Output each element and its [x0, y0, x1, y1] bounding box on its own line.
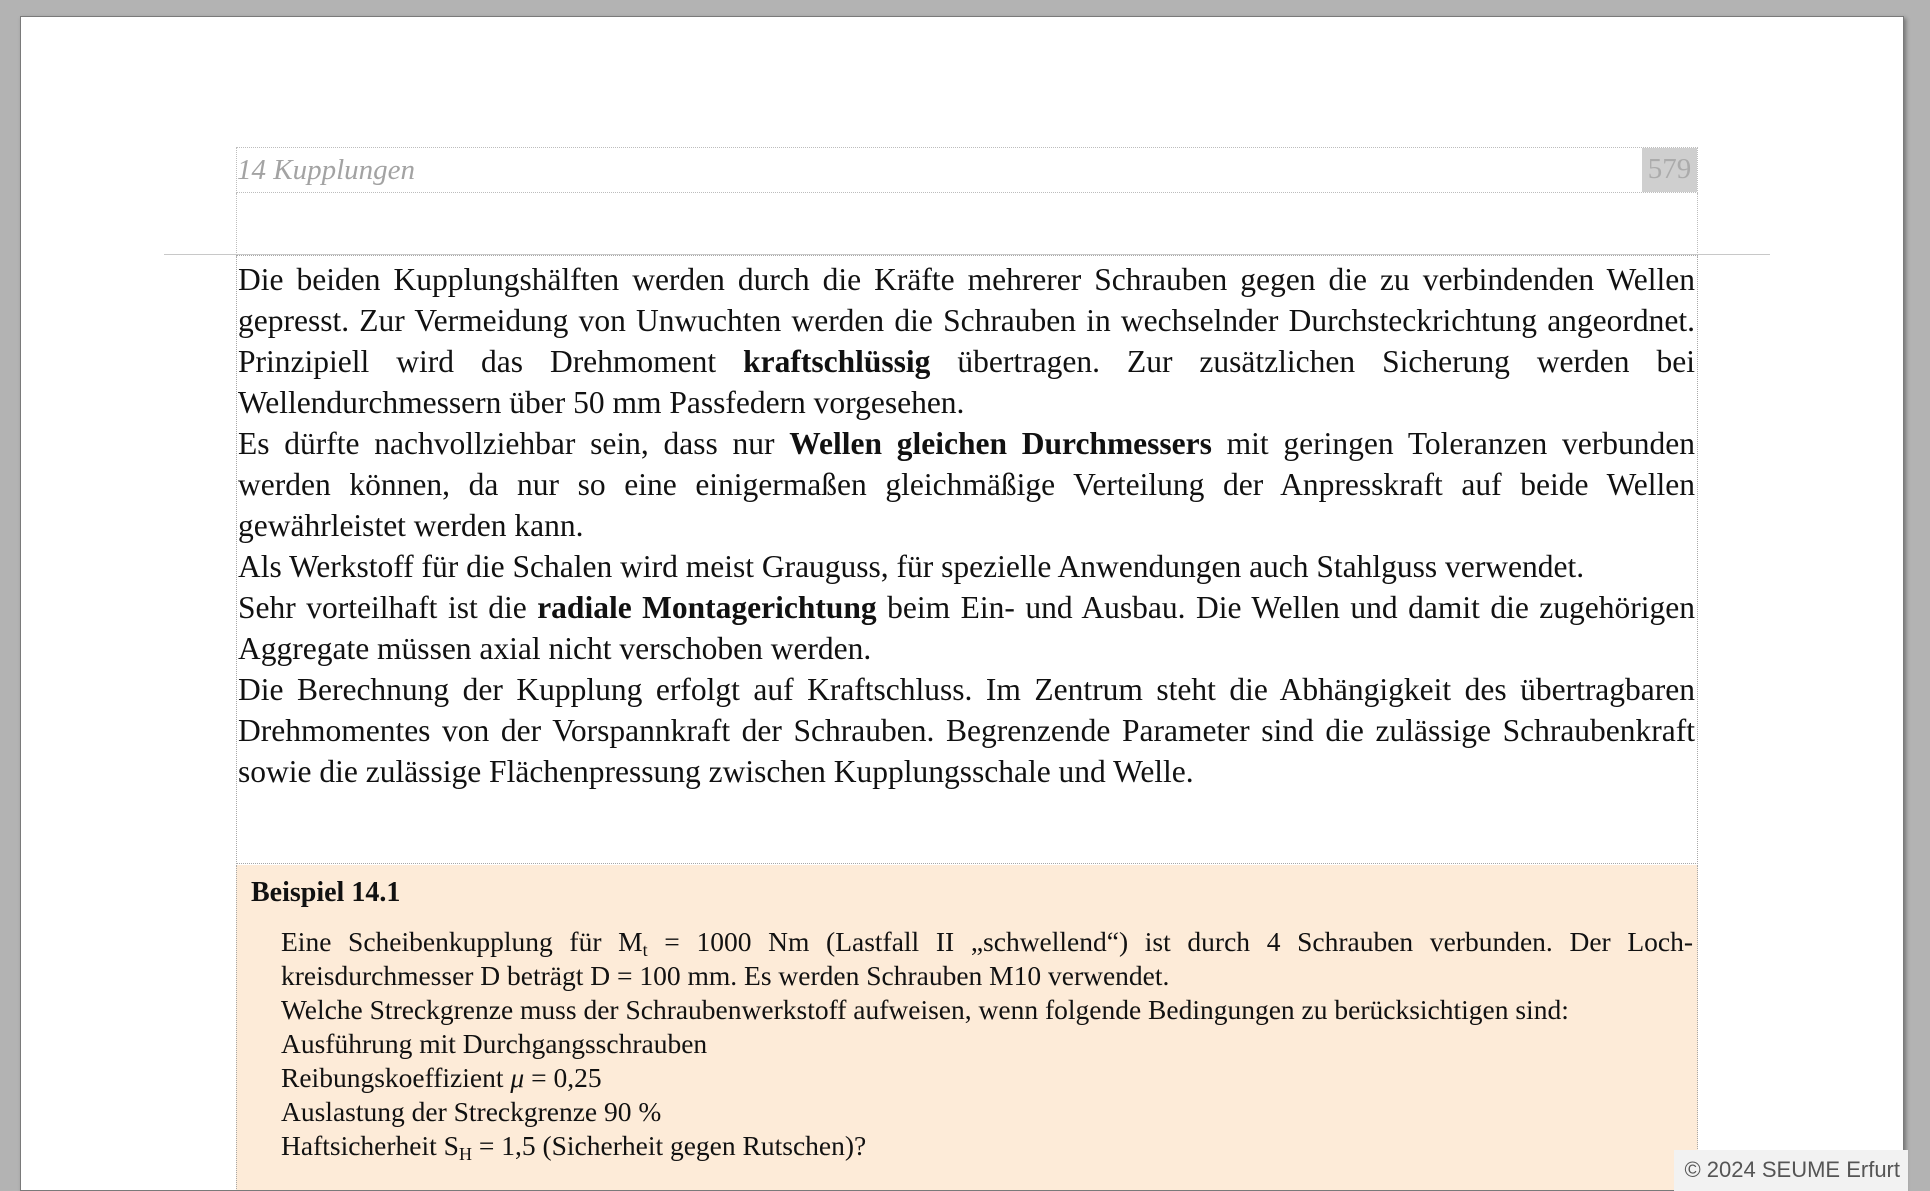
example-line: Reibungskoeffizient μ = 0,25: [281, 1062, 602, 1093]
body-text: [236, 255, 1698, 864]
paragraph-4: Sehr vorteilhaft ist die radiale Montagerichtung beim Ein- und Ausbau. Die Wellen und damit die zugehörigen Aggregate müssen axial nicht verschoben werden.: [238, 590, 1695, 666]
chapter-title: 14 Kupplungen: [237, 154, 416, 186]
bold-term: kraftschlüssig: [743, 344, 931, 379]
running-header: [236, 147, 1698, 193]
paragraph-2: Es dürfte nachvollziehbar sein, dass nur Wellen gleichen Durchmessers mit geringen Toleranzen verbunden werden können, da nur so eine einigermaßen gleichmäßige Verteilung der Anpresskraft auf beide Wellen gewährleistet werden kann.: [238, 426, 1695, 543]
bold-term: radiale Montagerichtung: [537, 590, 877, 625]
paragraph-3: Als Werkstoff für die Schalen wird meist Grauguss, für spezielle Anwendungen auch Stahlguss verwendet.: [238, 549, 1585, 584]
document-page: [20, 16, 1904, 1191]
page-number: 579: [1642, 148, 1697, 192]
example-line: kreisdurchmesser D beträgt D = 100 mm. Es werden Schrauben M10 verwendet.: [281, 960, 1170, 991]
paragraph-1: Die beiden Kupplungshälften werden durch die Kräfte mehrerer Schrauben gegen die zu verbindenden Wellen gepresst. Zur Vermeidung von Unwuchten werden die Schrauben in wechselnder Durchsteckrichtung angeordnet. Prinzipiell wird das Drehmoment kraftschlüssig übertragen. Zur zusätzlichen Sicherung werden bei Wellendurchmessern über 50 mm Passfedern vorgesehen.: [238, 262, 1695, 420]
example-line: Auslastung der Streckgrenze 90 %: [281, 1096, 662, 1127]
example-title: Beispiel 14.1: [251, 877, 401, 908]
example-line: Haftsicherheit $S_H = 1,5$ (Sicherheit gegen Rutschen)?: [281, 1130, 867, 1164]
bold-term: Wellen gleichen Durchmessers: [789, 426, 1212, 461]
example-line: Ausführung mit Durchgangsschrauben: [281, 1028, 708, 1059]
example-line: Welche Streckgrenze muss der Schraubenwerkstoff aufweisen, wenn folgende Bedingungen zu berücksichtigen sind:: [281, 994, 1569, 1025]
example-text: [281, 925, 1693, 1163]
example-line: Eine Scheibenkupplung für $M_t = 1000$ Nm (Lastfall II „schwellend“) ist durch 4 Schrauben verbunden. Der Loch-: [281, 926, 1694, 960]
mu-symbol: μ: [510, 1062, 525, 1093]
paragraph-5: Die Berechnung der Kupplung erfolgt auf Kraftschluss. Im Zentrum steht die Abhängigkeit des übertragbaren Drehmomentes von der Vorspannkraft der Schrauben. Begrenzende Parameter sind die zulässige Schraubenkraft sowie die zulässige Flächenpressung zwischen Kupplungsschale und Welle.: [238, 672, 1695, 789]
header-spacer: [236, 193, 1698, 257]
example-box: [236, 865, 1698, 1191]
copyright-notice: © 2024 SEUME Erfurt: [1674, 1150, 1908, 1191]
